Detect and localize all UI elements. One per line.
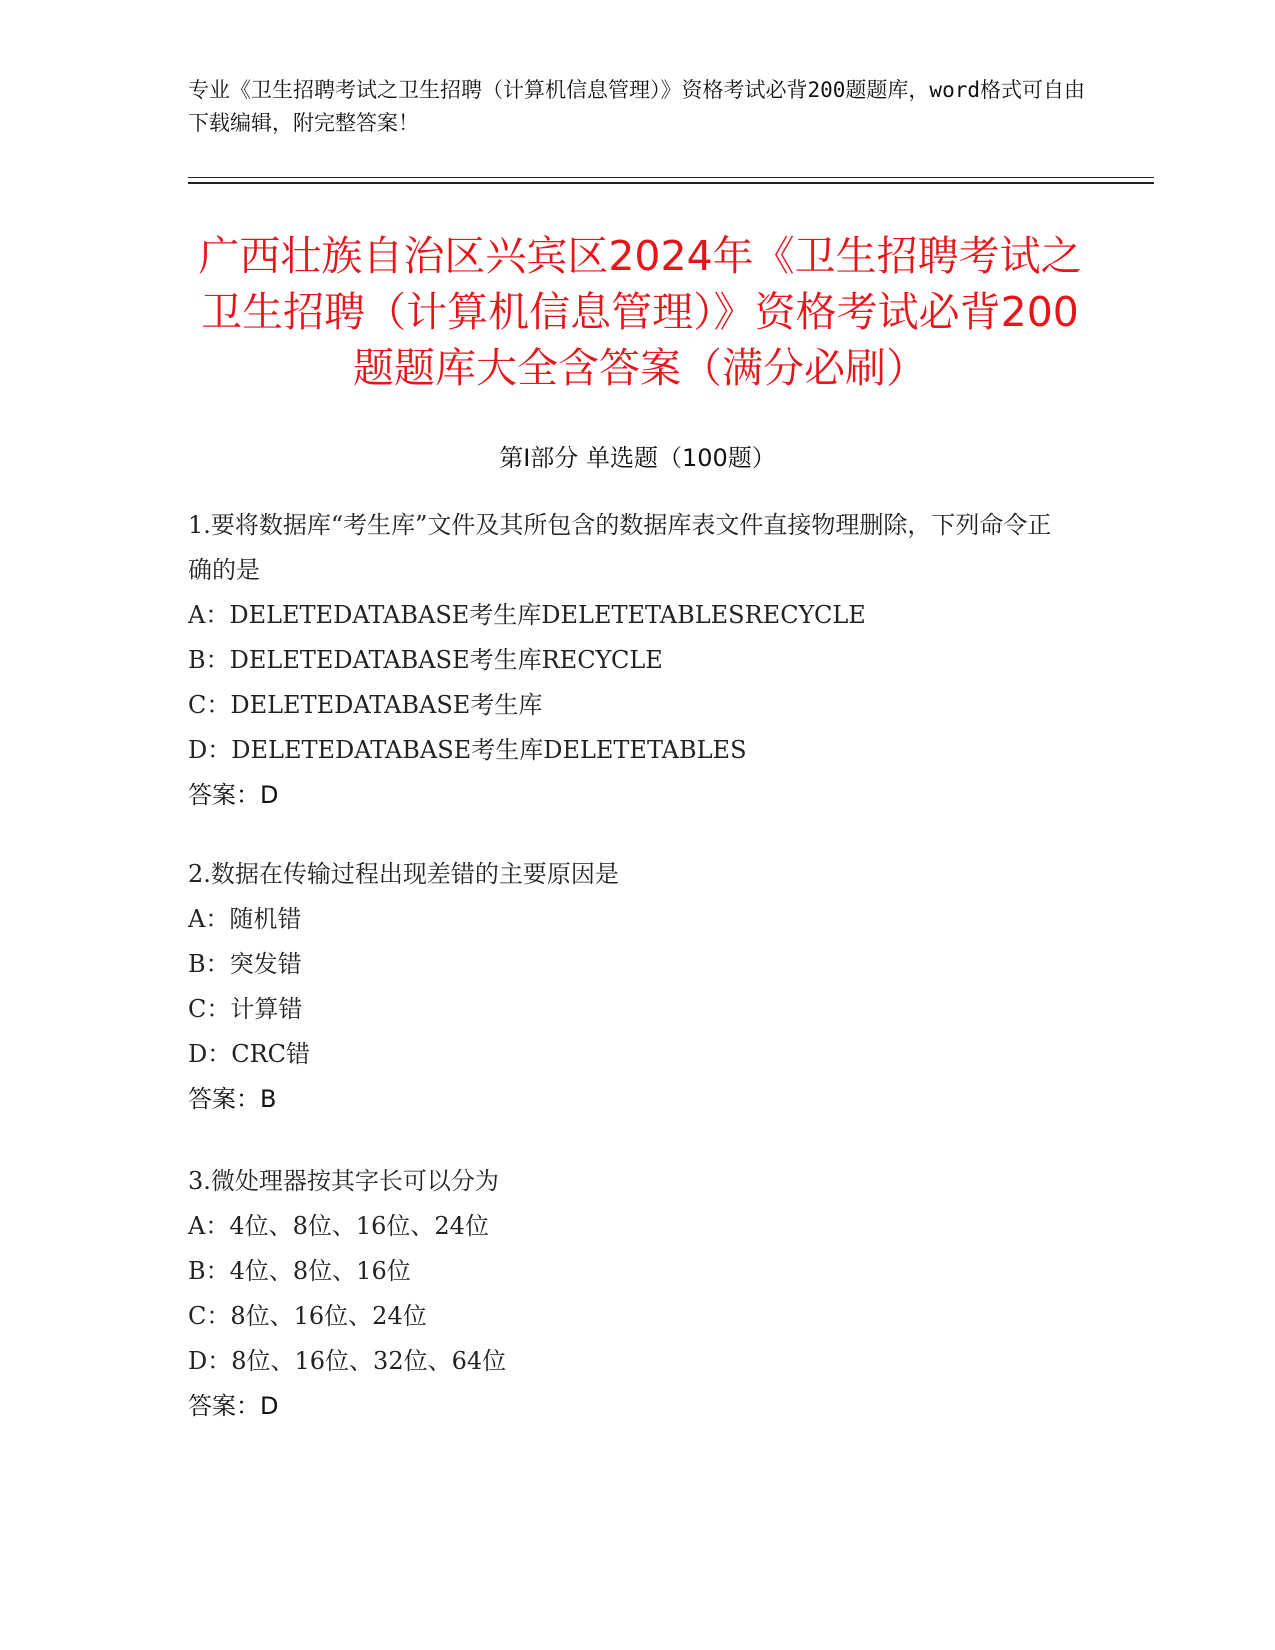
question-text: 1.要将数据库“考生库”文件及其所包含的数据库表文件直接物理删除，下列命令正确的是 [188, 511, 1052, 584]
question-3 [188, 1159, 1068, 1429]
option-d: D：CRC错 [188, 1040, 311, 1068]
document-title: 广西壮族自治区兴宾区2024年《卫生招聘考试之卫生招聘（计算机信息管理）》资格考试必背200题题库大全含答案（满分必刷） [198, 232, 1082, 392]
answer: 答案：B [188, 1085, 277, 1113]
answer: 答案：D [188, 781, 279, 809]
option-c: C：计算错 [188, 995, 303, 1023]
question-text: 3.微处理器按其字长可以分为 [188, 1167, 499, 1195]
option-a: A：随机错 [188, 905, 302, 933]
option-c: C：8位、16位、24位 [188, 1302, 427, 1330]
option-a: A：DELETEDATABASE考生库DELETETABLESRECYCLE [188, 601, 866, 629]
option-b: B：4位、8位、16位 [188, 1257, 411, 1285]
header-note: 专业《卫生招聘考试之卫生招聘（计算机信息管理）》资格考试必背200题题库，word格式可自由下载编辑，附完整答案！ [188, 78, 1085, 135]
option-b: B：突发错 [188, 950, 302, 978]
option-b: B：DELETEDATABASE考生库RECYCLE [188, 646, 663, 674]
answer: 答案：D [188, 1392, 279, 1420]
header-divider-thin [188, 177, 1154, 178]
option-d: D：8位、16位、32位、64位 [188, 1347, 507, 1375]
question-1 [188, 503, 1068, 818]
option-a: A：4位、8位、16位、24位 [188, 1212, 489, 1240]
question-2 [188, 852, 1068, 1122]
question-text: 2.数据在传输过程出现差错的主要原因是 [188, 860, 619, 888]
header-divider-thick [188, 182, 1154, 184]
option-c: C：DELETEDATABASE考生库 [188, 691, 543, 719]
option-d: D：DELETEDATABASE考生库DELETETABLES [188, 736, 747, 764]
section-heading: 第Ⅰ部分 单选题（100题） [499, 444, 776, 472]
